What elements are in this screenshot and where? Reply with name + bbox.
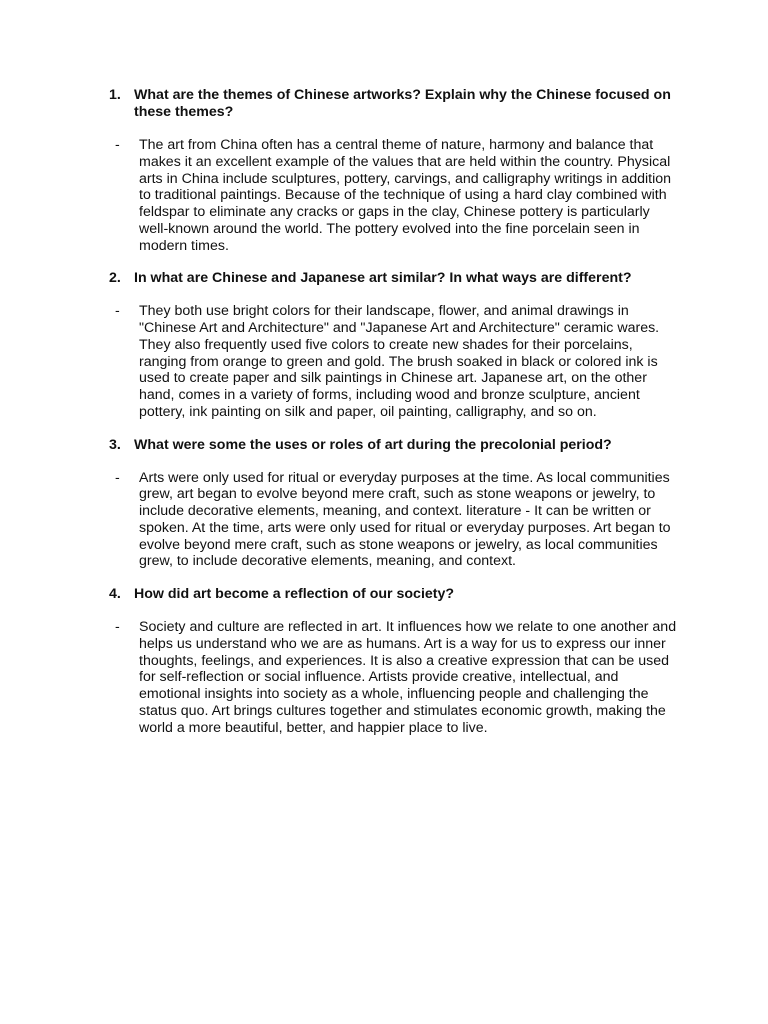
question-3 bbox=[109, 437, 679, 454]
answer-text: They both use bright colors for their landscape, flower, and animal drawings in "Chinese Art and Architecture" and "Japanese Art and Architecture" ceramic wares. They also frequently used five colors to create new shades for their porcelains, ranging from orange to green and gold. The brush soaked in black or colored ink is used to create paper and silk paintings in Chinese art. Japanese art, on the other hand, comes in a variety of forms, including wood and bronze sculpture, ancient pottery, ink painting on silk and paper, oil painting, calligraphy, and so on. bbox=[139, 303, 660, 420]
answer-bullet: - bbox=[115, 469, 120, 486]
question-number: 3. bbox=[109, 436, 121, 453]
answer-text: The art from China often has a central theme of nature, harmony and balance that makes it an excellent example of the values that are held within the country. Physical arts in China include sculptures, pottery, carvings, and calligraphy writings in addition to traditional paintings. Because of the technique of using a hard clay combined with feldspar to eliminate any cracks or gaps in the clay, Chinese pottery is particularly well-known around the world. The pottery evolved into the fine porcelain seen in modern times. bbox=[139, 137, 672, 254]
answer-bullet: - bbox=[115, 303, 120, 320]
question-number: 1. bbox=[109, 87, 121, 103]
question-text: What were some the uses or roles of art during the precolonial period? bbox=[134, 436, 612, 453]
answer-1 bbox=[109, 137, 679, 254]
question-1 bbox=[109, 87, 679, 121]
answer-text: Arts were only used for ritual or everyday purposes at the time. As local communities grew, art began to evolve beyond mere craft, such as stone weapons or jewelry, to include decorative elements, meaning, and context. literature - It can be written or spoken. At the time, arts were only used for ritual or everyday purposes. Art began to evolve beyond mere craft, such as stone weapons or jewelry, as local communities grew, to include decorative elements, meaning, and context. bbox=[139, 469, 671, 570]
document-body bbox=[109, 87, 679, 736]
answer-bullet: - bbox=[115, 619, 120, 635]
question-4 bbox=[109, 586, 679, 603]
answer-text: Society and culture are reflected in art. It influences how we relate to one another and helps us understand who we are as humans. Art is a way for us to express our inner thoughts, feelings, and experiences. It is also a creative expression that can be used for self-reflection or social influence. Artists provide creative, intellectual, and emotional insights into society as a whole, influencing people and challenging the status quo. Art brings cultures together and stimulates economic growth, making the world a more beautiful, better, and happier place to live. bbox=[139, 619, 677, 736]
question-number: 4. bbox=[109, 586, 121, 602]
question-text: What are the themes of Chinese artworks? Explain why the Chinese focused on these themes? bbox=[134, 87, 671, 120]
question-2 bbox=[109, 270, 679, 287]
answer-bullet: - bbox=[115, 137, 120, 153]
question-text: How did art become a reflection of our society? bbox=[134, 586, 455, 602]
question-text: In what are Chinese and Japanese art similar? In what ways are different? bbox=[134, 270, 632, 287]
answer-3 bbox=[109, 470, 679, 571]
answer-2 bbox=[109, 303, 679, 420]
question-number: 2. bbox=[109, 270, 121, 287]
answer-4 bbox=[109, 619, 679, 736]
